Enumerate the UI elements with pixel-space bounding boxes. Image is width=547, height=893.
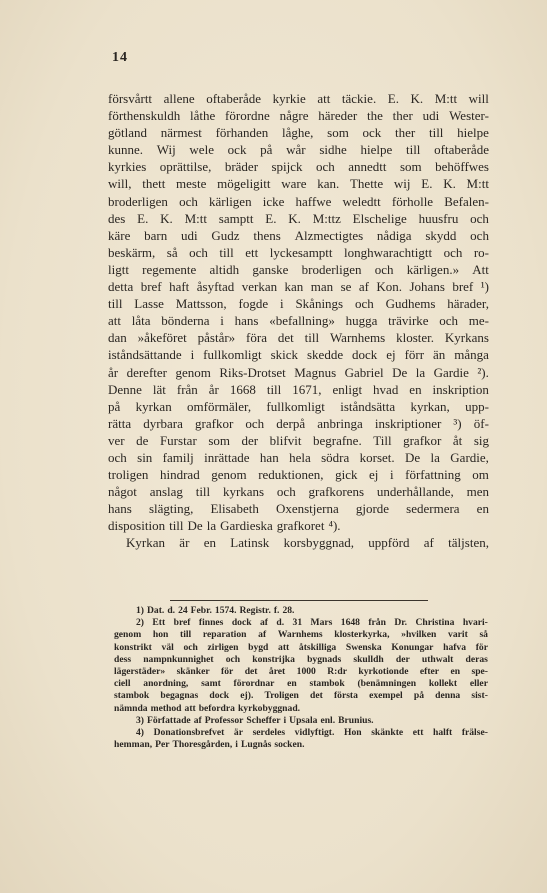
footnote-line: 1) Dat. d. 24 Febr. 1574. Registr. f. 28. (136, 605, 295, 616)
body-line: rätta dyrbara grafkor och derpå anbringa inskriptioner ³) öf- (108, 415, 489, 431)
body-line: kyrkies oprättilse, bräder spijck och annedtt som behöffwes (108, 159, 489, 175)
body-line: något anslag till kyrkans och grafkorens underhållande, men (108, 484, 489, 500)
footnotes (114, 605, 488, 751)
body-line: försvårtt allene oftaberåde kyrkie att täckie. E. K. M:tt will (108, 91, 489, 106)
body-line: Denne lät från år 1668 till 1671, enligt hvad en inskription (108, 381, 489, 397)
footnote-line: genom hon till reparation af Warnhems klosterkyrka, »hvilken varit så (114, 629, 488, 641)
footnote-line: dess nampnkunnighet och konstrijka bygnads skulldh der uthwalt deras (114, 653, 488, 665)
page-number: 14 (112, 50, 128, 65)
footnote-line: hemman, Per Thoresgården, i Lugnås socken. (114, 739, 305, 751)
body-line: hans slägting, Elisabeth Oxenstjerna gjorde sedermera en (108, 501, 489, 517)
body-line: detta bref haft åsyftad verkan kan man se af Kon. Johans bref ¹) (108, 279, 489, 295)
body-line: att låta bönderna i hans «befallning» hugga trävirke och me- (108, 313, 489, 329)
body-line: käre barn udi Gudz thens Alzmectigtes nådiga skydd och (108, 227, 489, 243)
body-line: iståndsättande i fullkomligt skick skedde dock ej förr än många (108, 347, 489, 363)
body-text (108, 90, 489, 552)
body-line: ver de Furstar som der blifvit begrafne. Till grafkor åt sig (108, 432, 489, 448)
body-line: förthenskuldh låthe förordne någre härеder the ther udi Wester- (108, 108, 489, 124)
body-line: götland närmest förhanden låghe, som ock ther till hielpe (108, 125, 489, 141)
body-line: Kyrkan är en Latinsk korsbyggnad, uppförd af täljsten, (126, 535, 489, 551)
footnote-line: lägerstäder» skänker för det året 1000 R:dr kyrkotionde efter en spe- (114, 665, 488, 677)
body-line: troligen hindrad genom reduktionen, gick ej i författning om (108, 467, 489, 483)
footnote-line: 4) Donationsbrefvet är serdeles vidlyftigt. Hon skänkte ett halft frälse- (136, 726, 488, 738)
footnote-line: ciell anordning, samt förordnar en stambok (benämningen kollekt eller (114, 678, 488, 690)
footnote-line: stambok begagnas dock ej). Troligen det första exempel på denna sist- (114, 690, 488, 702)
body-line: ligtt regemente altidh ganske broderligen och kärligen.» Att (108, 261, 489, 277)
body-line: des E. K. M:tt samptt E. K. M:ttz Elschelige huusfru och (108, 210, 489, 226)
footnote-rule (170, 600, 428, 601)
footnote-line: konstrikt väl och zirligen bygd att åtskilliga Swenska Konungar hafva för (114, 641, 488, 653)
footnote-line: 3) Författade af Professor Scheffer i Upsala enl. Brunius. (136, 714, 374, 726)
body-line: kunne. Wij wele ock på wår sidhe hielpe till oftaberåde (108, 142, 489, 158)
body-line: beskärm, så och till ett lyckesamptt longhwarachtigtt och ro- (108, 244, 489, 260)
body-line: will, thett meste mögeligitt ware kan. Thette wij E. K. M:tt (108, 176, 489, 192)
body-line: disposition till De la Gardieska grafkoret ⁴). (108, 518, 341, 534)
body-line: till Lasse Mattsson, fogde i Skånings och Gudhems härader, (108, 296, 489, 312)
body-line: på kyrkan omförmäler, fullkomligt iståndsätta kyrkan, upp- (108, 398, 489, 414)
body-line: dan »åkeföret påstår» föra det till Warnhems kloster. Kyrkans (108, 330, 489, 346)
footnote-line: 2) Ett bref finnes dock af d. 31 Mars 1648 från Dr. Christina hvari- (136, 617, 488, 629)
body-line: broderligen och kärligen icke haffwe weledtt förholle Befalen- (108, 193, 489, 209)
footnote-line: nämnda method att befordra kyrkobyggnad. (114, 702, 301, 714)
body-line: och sin familj inrättade han hela södra korset. De la Gardie, (108, 449, 489, 465)
body-line: år derefter genom Riks-Drotset Magnus Gabriel De la Gardie ²). (108, 364, 489, 380)
